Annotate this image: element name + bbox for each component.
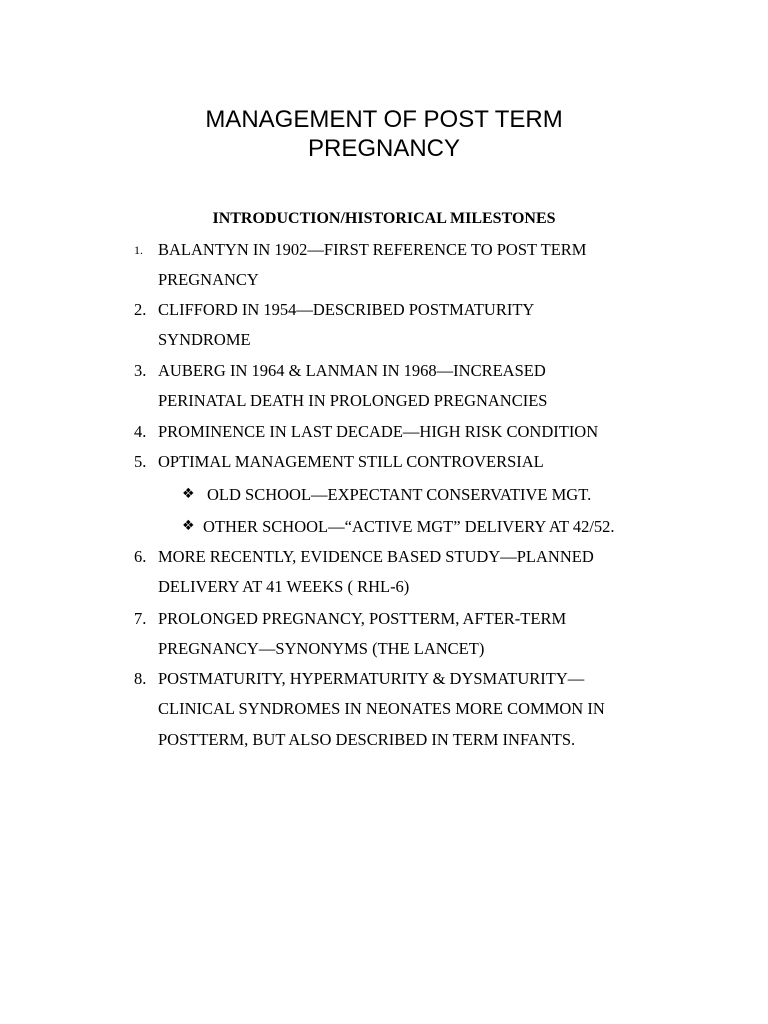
list-item-text: CLIFFORD IN 1954—DESCRIBED POSTMATURITY	[158, 300, 535, 319]
list-item-number: 6.	[134, 547, 147, 566]
list-item-text: BALANTYN IN 1902—FIRST REFERENCE TO POST TERM	[158, 240, 587, 259]
list-item-text: MORE RECENTLY, EVIDENCE BASED STUDY—PLANNED	[158, 547, 594, 566]
list-item-text: PREGNANCY	[158, 270, 259, 289]
list-item-number: 8.	[134, 669, 147, 688]
sub-bullet-text: OLD SCHOOL—EXPECTANT CONSERVATIVE MGT.	[207, 485, 592, 504]
list-item-text: OPTIMAL MANAGEMENT STILL CONTROVERSIAL	[158, 452, 544, 471]
list-item-text: CLINICAL SYNDROMES IN NEONATES MORE COMMON IN	[158, 699, 605, 718]
list-item-text: SYNDROME	[158, 330, 251, 349]
list-item-number: 7.	[134, 609, 147, 628]
list-item-text: PERINATAL DEATH IN PROLONGED PREGNANCIES	[158, 391, 548, 410]
list-item-number: 2.	[134, 300, 147, 319]
list-item-number: 5.	[134, 452, 147, 471]
sub-bullet-text: OTHER SCHOOL—“ACTIVE MGT” DELIVERY AT 42/52.	[203, 517, 615, 536]
diamond-bullet-icon: ❖	[182, 518, 195, 534]
list-item-number: 3.	[134, 361, 147, 380]
list-item-text: PREGNANCY—SYNONYMS (THE LANCET)	[158, 639, 485, 658]
document-title-line-1: MANAGEMENT OF POST TERM	[205, 106, 563, 133]
document-title-line-2: PREGNANCY	[307, 135, 461, 162]
list-item-text: AUBERG IN 1964 & LANMAN IN 1968—INCREASED	[158, 361, 546, 380]
list-item-number: 4.	[134, 422, 147, 441]
section-heading: INTRODUCTION/HISTORICAL MILESTONES	[212, 210, 556, 227]
list-item-text: DELIVERY AT 41 WEEKS ( RHL-6)	[158, 577, 410, 596]
list-item-number: 1.	[134, 243, 143, 257]
list-item-text: POSTTERM, BUT ALSO DESCRIBED IN TERM INFANTS.	[158, 730, 576, 749]
list-item-text: PROMINENCE IN LAST DECADE—HIGH RISK CONDITION	[158, 422, 599, 441]
list-item-text: PROLONGED PREGNANCY, POSTTERM, AFTER-TERM	[158, 609, 567, 628]
diamond-bullet-icon: ❖	[182, 486, 195, 502]
list-item-text: POSTMATURITY, HYPERMATURITY & DYSMATURITY—	[158, 669, 585, 688]
